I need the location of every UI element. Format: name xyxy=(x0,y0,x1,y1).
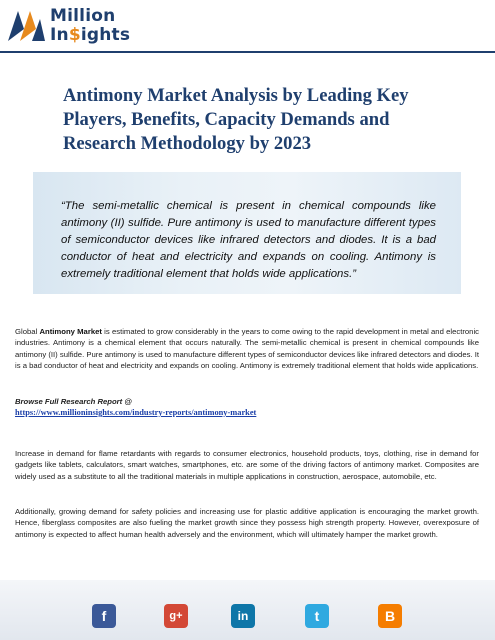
linkedin-icon[interactable]: in xyxy=(231,604,255,628)
header-divider xyxy=(0,51,495,53)
market-name: Antimony Market xyxy=(39,327,102,336)
drivers-paragraph: Increase in demand for flame retardants with regards to consumer electronics, household products, toys, clothing, rise in demand for gadgets like tablets, calculators, smart watches, smartphones, etc. are some of the driving factors of antimony market. Composites are widely used as a substitute to all the traditional materials in multiple applications in construction, aerospace, automobile, etc. xyxy=(15,449,479,481)
logo-text-million: Million xyxy=(50,6,116,26)
growth-paragraph: Additionally, growing demand for safety policies and increasing use for plastic additive application is encouraging the market growth. Hence, fiberglass composites are also fueling the market growth since they possess high strength property. However, overexposure of antimony is expected to affect human health adversely and the environment, which will ultimately hamper the market growth. xyxy=(15,507,479,539)
browse-report-label: Browse Full Research Report @ xyxy=(15,397,132,406)
blogger-icon[interactable]: B xyxy=(378,604,402,628)
page-title: Antimony Market Analysis by Leading Key Players, Benefits, Capacity Demands and Research Methodology by 2023 xyxy=(63,85,409,154)
intro-paragraph: Global Antimony Market is estimated to grow considerably in the years to come owing to the rapid development in metal and electronic industries. Antimony is a chemical element that occurs naturally. The semi-metallic chemical is present in chemical compounds like antimony (II) sulfide. Pure antimony is used to manufacture different types of semiconductor devices like infrared detectors and diodes. It is a bad conductor of heat and electricity and expands on cooling. Antimony is extremely traditional element that holds wide applications. xyxy=(15,327,479,371)
google-plus-icon[interactable]: g+ xyxy=(164,604,188,628)
twitter-icon[interactable]: t xyxy=(305,604,329,628)
report-link[interactable]: https://www.millioninsights.com/industry-reports/antimony-market xyxy=(15,408,257,417)
logo-mark-icon xyxy=(6,7,46,45)
million-insights-logo[interactable] xyxy=(6,4,156,48)
facebook-icon[interactable]: f xyxy=(92,604,116,628)
logo-text-insights: In$ights xyxy=(50,25,131,45)
pull-quote: “The semi-metallic chemical is present in chemical compounds like antimony (II) sulfide. Pure antimony is used to manufacture different types of semiconductor devices like infrared detectors and diodes. It is a bad conductor of heat and electricity and expands on cooling. Antimony is extremely traditional element that holds wide applications.” xyxy=(61,200,436,280)
